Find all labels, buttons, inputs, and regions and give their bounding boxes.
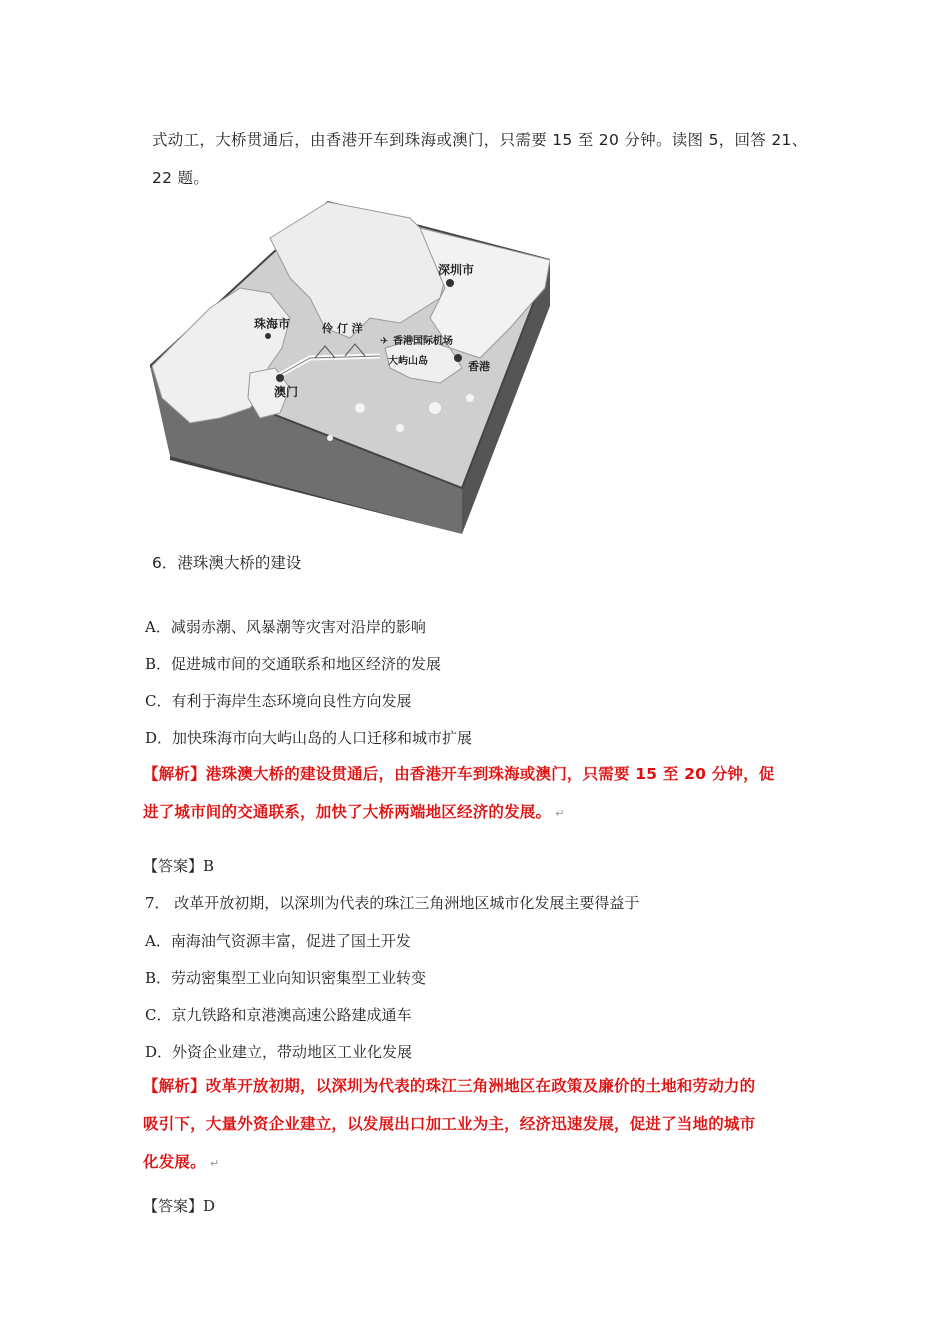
question-6-stem: 6．港珠澳大桥的建设	[152, 554, 302, 572]
return-mark: ↵	[555, 807, 565, 820]
question-7-analysis-line-1: 【解析】改革开放初期，以深圳为代表的珠江三角洲地区在政策及廉价的土地和劳动力的	[143, 1077, 756, 1095]
label-hongkong: 香港	[468, 360, 490, 373]
intro-text-line-1: 式动工，大桥贯通后，由香港开车到珠海或澳门，只需要 15 至 20 分钟。读图 5，回答 21、	[152, 131, 808, 149]
question-7-option-b: B．劳动密集型工业向知识密集型工业转变	[145, 969, 427, 987]
question-6-option-d: D．加快珠海市向大屿山岛的人口迁移和城市扩展	[145, 729, 473, 747]
question-6-answer: 【答案】B	[143, 857, 215, 875]
question-7-option-c: C．京九铁路和京港澳高速公路建成通车	[145, 1006, 412, 1024]
question-7-stem: 7． 改革开放初期，以深圳为代表的珠江三角洲地区城市化发展主要得益于	[145, 894, 640, 912]
question-6-option-a: A．减弱赤潮、风暴潮等灾害对沿岸的影响	[145, 618, 426, 636]
question-6-option-c: C．有利于海岸生态环境向良性方向发展	[145, 692, 412, 710]
question-7-answer: 【答案】D	[143, 1197, 216, 1215]
question-6-analysis-line-2: 进了城市间的交通联系，加快了大桥两端地区经济的发展。 ↵	[143, 803, 565, 821]
question-7-option-d: D．外资企业建立，带动地区工业化发展	[145, 1043, 413, 1061]
question-7-analysis-line-2: 吸引下，大量外资企业建立，以发展出口加工业为主，经济迅速发展，促进了当地的城市	[143, 1115, 756, 1133]
question-7-analysis-line-3: 化发展。 ↵	[143, 1153, 220, 1171]
label-airport: 香港国际机场	[393, 336, 453, 347]
label-dayushan: 大屿山岛	[388, 356, 428, 367]
label-zhuhai: 珠海市	[254, 317, 291, 331]
bridge-map-figure	[150, 198, 550, 538]
label-lingdingyang: 伶 仃 洋	[322, 322, 363, 335]
return-mark: ↵	[209, 1157, 220, 1170]
label-shenzhen: 深圳市	[438, 263, 475, 277]
question-6-analysis-line-1: 【解析】港珠澳大桥的建设贯通后，由香港开车到珠海或澳门，只需要 15 至 20 分钟，促	[143, 765, 775, 783]
airport-icon: ✈	[380, 336, 389, 347]
intro-text-line-2: 22 题。	[152, 169, 210, 187]
question-7-option-a: A．南海油气资源丰富，促进了国土开发	[145, 932, 411, 950]
label-macau: 澳门	[274, 385, 299, 399]
question-6-option-b: B．促进城市间的交通联系和地区经济的发展	[145, 655, 442, 673]
